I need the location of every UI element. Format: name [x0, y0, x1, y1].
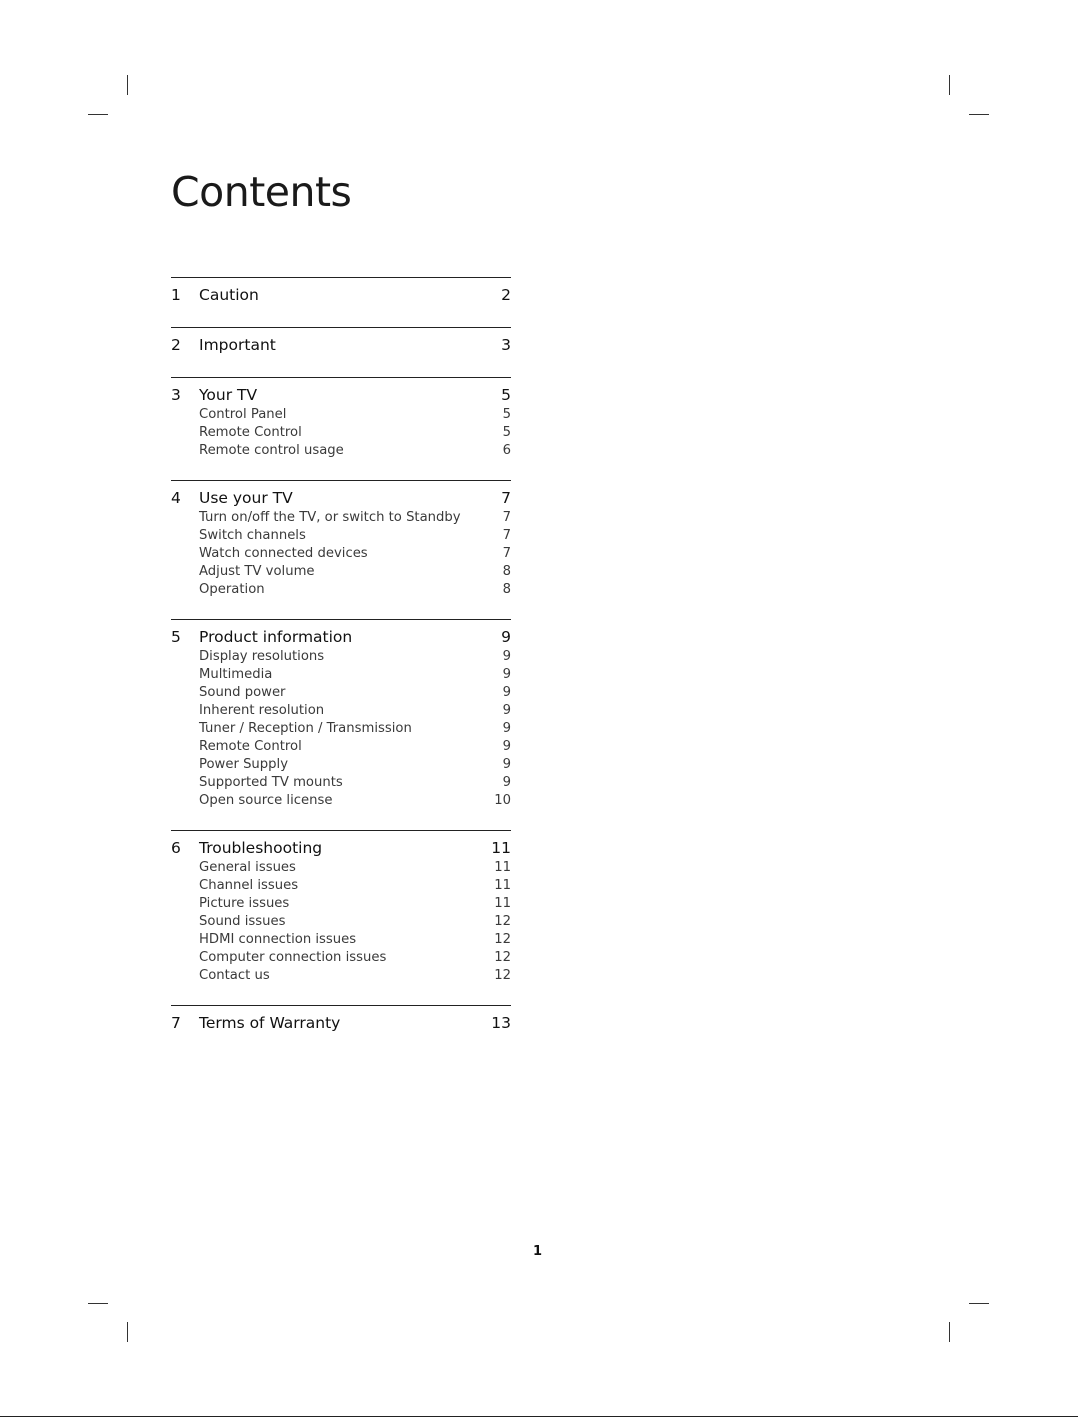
toc-subitem-title: Control Panel: [199, 407, 287, 422]
toc-subitem[interactable]: [171, 666, 511, 684]
crop-mark-top-left-vertical: [127, 75, 128, 95]
toc-subitem-page: 6: [502, 443, 511, 458]
toc-subitem-page: 12: [494, 914, 511, 929]
toc-subitem-title: Remote Control: [199, 425, 302, 440]
toc-subitem-title: Tuner / Reception / Transmission: [199, 721, 412, 736]
toc-section-title: Your TV: [199, 386, 258, 404]
toc-subitem-page: 12: [494, 932, 511, 947]
toc-subitem-title: Remote Control: [199, 739, 302, 754]
toc-subitem[interactable]: [171, 648, 511, 666]
toc-section: [171, 619, 511, 830]
toc-section-number: 6: [171, 839, 181, 857]
toc-section-number: 5: [171, 628, 181, 646]
toc-subitem-page: 5: [502, 407, 511, 422]
toc-subitem-title: Sound power: [199, 685, 286, 700]
toc-subitem[interactable]: [171, 702, 511, 720]
toc-subitem[interactable]: [171, 877, 511, 895]
toc-subitem-page: 12: [494, 968, 511, 983]
toc-subitem[interactable]: [171, 581, 511, 599]
toc-subitem[interactable]: [171, 509, 511, 527]
toc-section-title: Caution: [199, 286, 259, 304]
toc-subitem[interactable]: [171, 442, 511, 460]
toc-section-heading[interactable]: [171, 839, 511, 858]
toc-section-page: 3: [501, 336, 511, 354]
page-bottom-rule: [0, 1416, 1078, 1417]
toc-section-number: 1: [171, 286, 181, 304]
toc-section: [171, 480, 511, 619]
toc-subitem-title: Watch connected devices: [199, 546, 368, 561]
crop-mark-top-left-horizontal: [88, 114, 108, 115]
toc-section-heading[interactable]: [171, 489, 511, 508]
toc-section-page: 5: [501, 386, 511, 404]
toc-subitem[interactable]: [171, 406, 511, 424]
toc-section-number: 7: [171, 1014, 181, 1032]
toc-section-title: Use your TV: [199, 489, 293, 507]
toc-subitem-title: Picture issues: [199, 896, 290, 911]
page-title: Contents: [171, 168, 352, 216]
toc-section-number: 4: [171, 489, 181, 507]
toc-subitem-page: 9: [502, 775, 511, 790]
toc-subitem-page: 9: [502, 649, 511, 664]
toc-subitem-page: 11: [494, 896, 511, 911]
toc-subitem-title: Turn on/off the TV, or switch to Standby: [199, 510, 461, 525]
toc-subitem-page: 7: [502, 510, 511, 525]
toc-subitem-title: Open source license: [199, 793, 333, 808]
toc-subitem-title: Supported TV mounts: [199, 775, 343, 790]
toc-subitem-title: Computer connection issues: [199, 950, 387, 965]
toc-subitem-page: 7: [502, 546, 511, 561]
toc-section-page: 2: [501, 286, 511, 304]
toc-subitem[interactable]: [171, 684, 511, 702]
toc-subitem-page: 5: [502, 425, 511, 440]
toc-subitem-page: 11: [494, 878, 511, 893]
toc-subitem-page: 9: [502, 757, 511, 772]
toc-subitem[interactable]: [171, 792, 511, 810]
toc-section: [171, 830, 511, 1005]
toc-section-heading[interactable]: [171, 628, 511, 647]
toc-subitem-page: 12: [494, 950, 511, 965]
toc-section-page: 11: [491, 839, 511, 857]
toc-subitem[interactable]: [171, 931, 511, 949]
toc-subitem-title: Sound issues: [199, 914, 286, 929]
toc-subitem-page: 9: [502, 739, 511, 754]
toc-subitem-title: General issues: [199, 860, 296, 875]
toc-subitem-page: 9: [502, 721, 511, 736]
toc-subitem[interactable]: [171, 527, 511, 545]
toc-subitem-title: Contact us: [199, 968, 270, 983]
toc-subitem-title: Display resolutions: [199, 649, 325, 664]
crop-mark-bottom-left-horizontal: [88, 1303, 108, 1304]
toc-subitem-title: Power Supply: [199, 757, 289, 772]
toc-subitem-title: Adjust TV volume: [199, 564, 315, 579]
toc-section-page: 13: [491, 1014, 511, 1032]
toc-subitem-page: 10: [494, 793, 511, 808]
crop-mark-bottom-right-vertical: [949, 1322, 950, 1342]
toc-subitem[interactable]: [171, 563, 511, 581]
toc-subitem-list: [171, 509, 511, 599]
toc-subitem-page: 9: [502, 667, 511, 682]
toc-section-page: 7: [501, 489, 511, 507]
toc-subitem-list: [171, 859, 511, 985]
toc-section-heading[interactable]: [171, 386, 511, 405]
toc-section-title: Troubleshooting: [199, 839, 323, 857]
toc-subitem[interactable]: [171, 774, 511, 792]
toc-section-heading[interactable]: [171, 336, 511, 355]
toc-subitem-title: Multimedia: [199, 667, 273, 682]
toc-subitem[interactable]: [171, 949, 511, 967]
toc-section-number: 3: [171, 386, 181, 404]
toc-section-number: 2: [171, 336, 181, 354]
page-number: 1: [533, 1244, 543, 1259]
toc-subitem[interactable]: [171, 895, 511, 913]
toc-subitem[interactable]: [171, 859, 511, 877]
toc-subitem[interactable]: [171, 720, 511, 738]
toc-subitem-page: 8: [502, 564, 511, 579]
toc-subitem-page: 9: [502, 703, 511, 718]
toc-section: [171, 1005, 511, 1053]
toc-subitem[interactable]: [171, 545, 511, 563]
table-of-contents: [171, 277, 511, 1053]
crop-mark-top-right-horizontal: [969, 114, 989, 115]
crop-mark-bottom-right-horizontal: [969, 1303, 989, 1304]
toc-subitem-page: 7: [502, 528, 511, 543]
toc-section-title: Important: [199, 336, 276, 354]
toc-section-title: Terms of Warranty: [199, 1014, 341, 1032]
toc-subitem-title: HDMI connection issues: [199, 932, 357, 947]
toc-subitem-page: 8: [502, 582, 511, 597]
toc-section: [171, 277, 511, 327]
toc-subitem-page: 9: [502, 685, 511, 700]
crop-mark-top-right-vertical: [949, 75, 950, 95]
toc-subitem-list: [171, 648, 511, 810]
toc-section-heading[interactable]: [171, 286, 511, 305]
toc-section-page: 9: [501, 628, 511, 646]
toc-subitem-title: Inherent resolution: [199, 703, 325, 718]
toc-subitem-title: Channel issues: [199, 878, 299, 893]
toc-subitem[interactable]: [171, 756, 511, 774]
toc-subitem-page: 11: [494, 860, 511, 875]
toc-subitem-title: Switch channels: [199, 528, 306, 543]
toc-section-title: Product information: [199, 628, 353, 646]
toc-subitem[interactable]: [171, 738, 511, 756]
toc-section: [171, 327, 511, 377]
toc-section-heading[interactable]: [171, 1014, 511, 1033]
toc-subitem[interactable]: [171, 913, 511, 931]
toc-subitem-title: Operation: [199, 582, 265, 597]
toc-subitem[interactable]: [171, 424, 511, 442]
toc-subitem-list: [171, 406, 511, 460]
toc-subitem[interactable]: [171, 967, 511, 985]
toc-section: [171, 377, 511, 480]
crop-mark-bottom-left-vertical: [127, 1322, 128, 1342]
toc-subitem-title: Remote control usage: [199, 443, 344, 458]
